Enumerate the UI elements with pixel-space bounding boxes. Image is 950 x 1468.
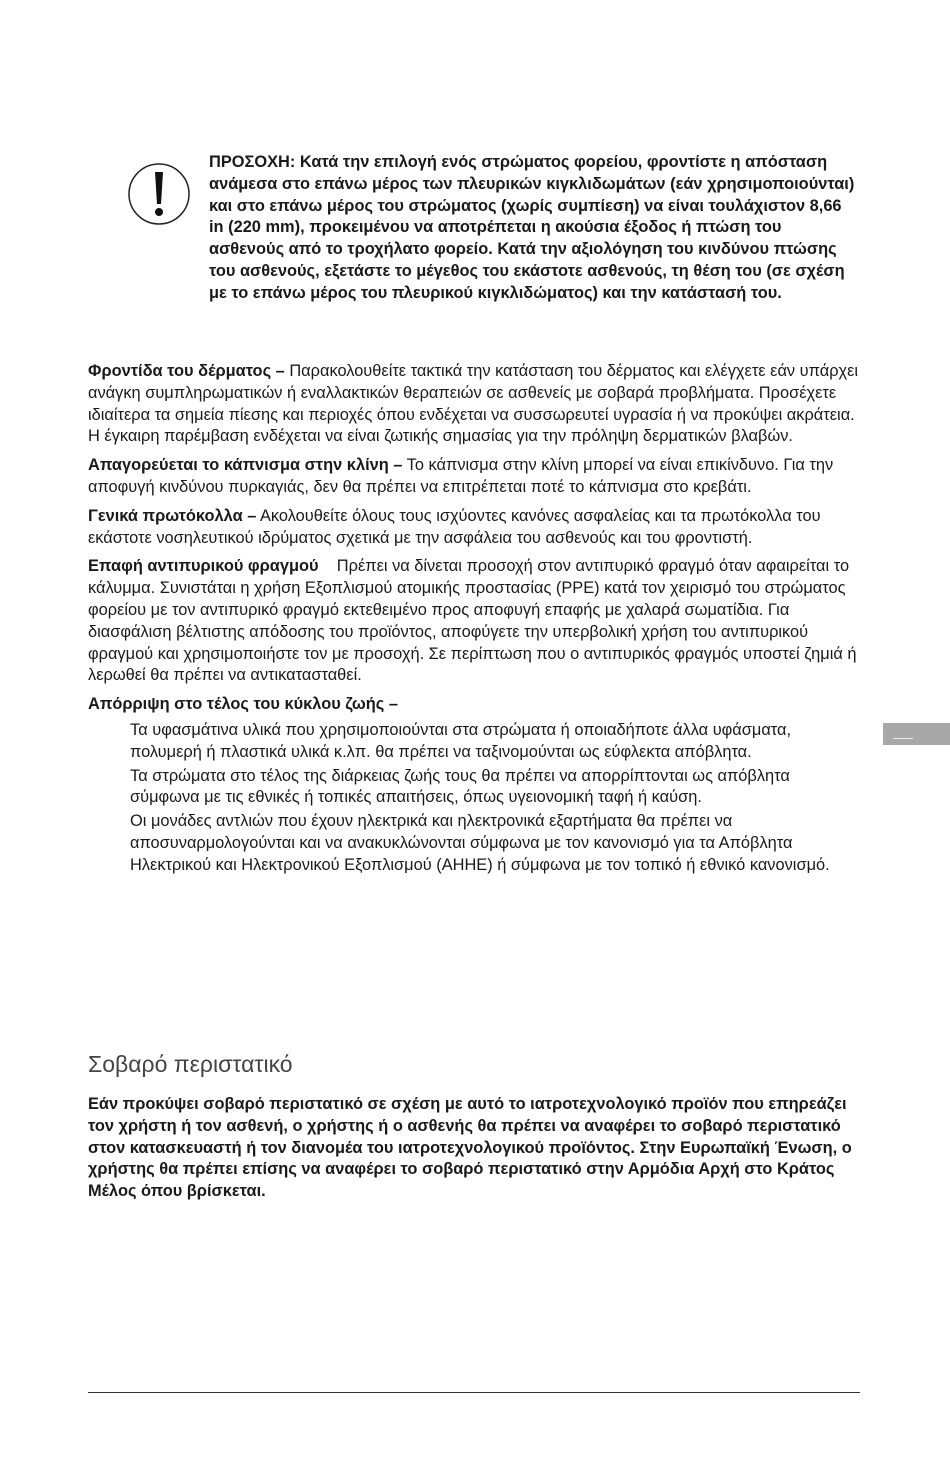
protocols-title: Γενικά πρωτόκολλα – xyxy=(88,506,257,525)
skin-care-body: Παρακολουθείτε τακτικά την κατάσταση του δέρματος και ελέγχετε εάν υπάρχει ανάγκη συμπληρωματικών ή εναλλακτικών θεραπειών σε ασθενείς με σοβαρά προβλήματα. Προσέχετε ιδιαίτερα τα σημεία πίεσης και περιοχές όπου ενδέχεται να συσσωρευτεί υγρασία ή να προκύψει ακράτεια. Η έγκαιρη παρέμβαση ενδέχεται να είναι ζωτικής σημασίας για την πρόληψη δερματικών βλαβών. xyxy=(88,362,859,446)
list-item: Οι μονάδες αντλιών που έχουν ηλεκτρικά και ηλεκτρονικά εξαρτήματα θα πρέπει να αποσυναρμολογούνται και να ανακυκλώνονται σύμφωνα με τον κανονισμό για τα Απόβλητα Ηλεκτρικού και Ηλεκτρονικού Εξοπλισμού (AHHE) ή σύμφωνα με τον τοπικό ή εθνικό κανονισμό. xyxy=(130,812,830,874)
tab-mark xyxy=(893,738,913,739)
skin-care-paragraph xyxy=(88,361,863,448)
disposal-title: Απόρριψη στο τέλος του κύκλου ζωής – xyxy=(88,695,398,714)
disposal-list xyxy=(130,720,845,877)
section-tab-marker xyxy=(883,723,950,745)
fire-barrier-title: Επαφή αντιπυρικού φραγμού xyxy=(88,557,319,576)
no-smoking-title: Απαγορεύεται το κάπνισμα στην κλίνη – xyxy=(88,456,403,475)
list-item: Τα στρώματα στο τέλος της διάρκειας ζωής τους θα πρέπει να απορρίπτονται ως απόβλητα σύμφωνα με τις εθνικές ή τοπικές απαιτήσεις, όπως υγειονομική ταφή ή καύση. xyxy=(130,766,790,807)
fire-barrier-body: Πρέπει να δίνεται προσοχή στον αντιπυρικό φραγμό όταν αφαιρείται το κάλυμμα. Συνιστάται η χρήση Εξοπλισμού ατομικής προστασίας (PPE) κατά τον χειρισμό του στρώματος φορείου με τον αντιπυρικό φραγμό εκτεθειμένο προς αποφυγή επαφής με χαλαρά σωματίδια. Για διασφάλιση βέλτιστης απόδοσης του προϊόντος, αποφύγετε την υπερβολική χρήση του αντιπυρικού φραγμού και χρησιμοποιήστε τον με προσοχή. Σε περίπτωση που ο αντιπυρικός φραγμός υποστεί ζημιά ή λερωθεί θα πρέπει να αντικατασταθεί. xyxy=(88,557,862,685)
protocols-paragraph xyxy=(88,506,863,550)
warning-text: ΠΡΟΣΟΧΗ: Κατά την επιλογή ενός στρώματος φορείου, φροντίστε η απόσταση ανάμεσα στο επάνω μέρος των πλευρικών κιγκλιδωμάτων (εάν χρησιμοποιούνται) και στο επάνω μέρος του στρώματος (χωρίς συμπίεση) να είναι τουλάχιστον 8,66 in (220 mm), προκειμένου να αποτρέπεται η ακούσια έξοδος ή πτώση του ασθενούς από το τροχήλατο φορείο. Κατά την αξιολόγηση του κινδύνου πτώσης του ασθενούς, εξετάστε το μέγεθος του εκάστοτε ασθενούς, τη θέση του (σε σχέση με το επάνω μέρος του πλευρικού κιγκλιδώματος) και την κατάστασή του. xyxy=(209,153,855,302)
list-item: Τα υφασμάτινα υλικά που χρησιμοποιούνται στα στρώματα ή οποιαδήποτε άλλα υφάσματα, πολυμερή ή πλαστικά υλικά κ.λπ. θα πρέπει να ταξινομούνται ως εύφλεκτα απόβλητα. xyxy=(130,720,792,761)
fire-barrier-paragraph xyxy=(88,556,863,687)
no-smoking-body: Το κάπνισμα στην κλίνη μπορεί να είναι επικίνδυνο. Για την αποφυγή κινδύνου πυρκαγιάς, δεν θα πρέπει να επιτρέπεται ποτέ το κάπνισμα στο κρεβάτι. xyxy=(88,456,834,496)
protocols-body: Ακολουθείτε όλους τους ισχύοντες κανόνες ασφαλείας και τα πρωτόκολλα του εκάστοτε νοσηλευτικού ιδρύματος σχετικά με την ασφάλεια του ασθενούς και του φροντιστή. xyxy=(88,506,821,547)
serious-incident-heading: Σοβαρό περιστατικό xyxy=(88,1051,293,1077)
footer-rule xyxy=(88,1392,860,1393)
skin-care-title: Φροντίδα του δέρματος – xyxy=(88,362,285,380)
exclamation-circle-icon xyxy=(127,160,191,228)
serious-incident-text: Εάν προκύψει σοβαρό περιστατικό σε σχέση με αυτό το ιατροτεχνολογικό προϊόν που επηρεάζει τον χρήστη ή τον ασθενή, ο χρήστης ή ο ασθενής θα πρέπει να αναφέρει το σοβαρό περιστατικό στον κατασκευαστή ή τον διανομέα του ιατροτεχνολογικού προϊόντος. Στην Ευρωπαϊκή Ένωση, ο χρήστης θα πρέπει επίσης να αναφέρει το σοβαρό περιστατικό στην Αρμόδια Αρχή στο Κράτος Μέλος όπου βρίσκεται. xyxy=(88,1095,852,1201)
safety-sections xyxy=(88,361,863,879)
no-smoking-paragraph xyxy=(88,455,863,499)
